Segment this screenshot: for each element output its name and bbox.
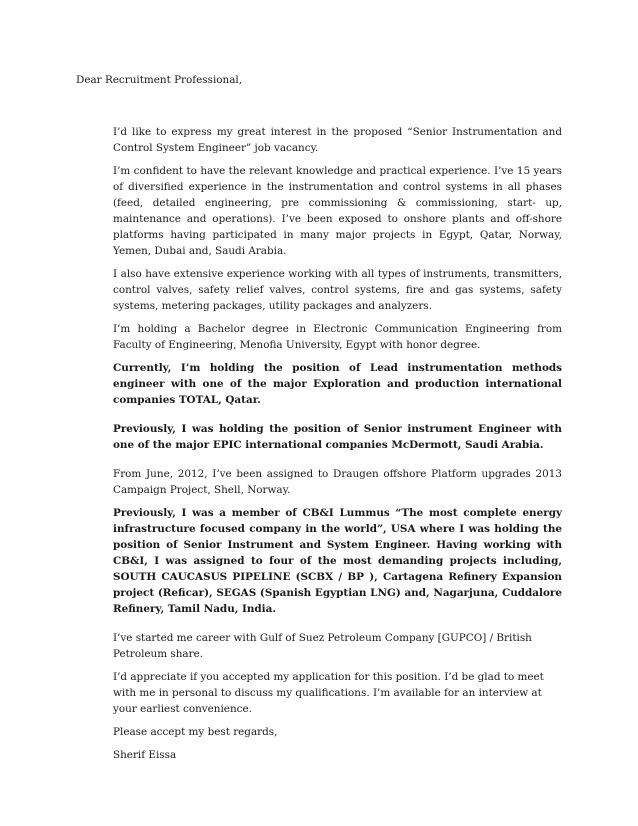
paragraph-previous-position: Previously, I was holding the position of Senior instrument Engineer with one of the major EPIC international companies McDermott, Saudi Arabia.	[113, 423, 562, 451]
letter-body	[113, 124, 562, 763]
salutation: Dear Recruitment Professional,	[76, 74, 243, 86]
paragraph-cbi-lummus: Previously, I was a member of CB&I Lummus “The most complete energy infrastructure focused company in the world”, USA where I was holding the position of Senior Instrument and System Engineer. Having working with CB&I, I was assigned to four of the most demanding projects including, SOUTH CAUCASUS PIPELINE (SCBX / BP ), Cartagena Refinery Expansion project (Reficar), SEGAS (Spanish Egyptian LNG) and, Nagarjuna, Cuddalore Refinery, Tamil Nadu, India.	[113, 507, 562, 615]
paragraph-instruments: I also have extensive experience working with all types of instruments, transmitters, control valves, safety relief valves, control systems, fire and gas systems, safety systems, metering packages, utility packages and analyzers.	[113, 268, 562, 312]
paragraph-interest: I’d like to express my great interest in the proposed “Senior Instrumentation and Control System Engineer” job vacancy.	[113, 126, 562, 154]
paragraph-education: I’m holding a Bachelor degree in Electronic Communication Engineering from Faculty of Engineering, Menofia University, Egypt with honor degree.	[113, 323, 562, 351]
closing: Please accept my best regards,	[113, 726, 278, 738]
signature: Sherif Eissa	[113, 749, 177, 761]
paragraph-draugen-project: From June, 2012, I’ve been assigned to Draugen offshore Platform upgrades 2013 Campaign Project, Shell, Norway.	[113, 468, 562, 496]
paragraph-appreciation: I’d appreciate if you accepted my application for this position. I’d be glad to meet with me in personal to discuss my qualifications. I’m available for an interview at your earliest convenience.	[113, 671, 544, 715]
paragraph-current-position: Currently, I’m holding the position of Lead instrumentation methods engineer with one of the major Exploration and production international companies TOTAL, Qatar.	[113, 362, 562, 406]
paragraph-career-start: I’ve started me career with Gulf of Suez Petroleum Company [GUPCO] / British Petroleum share.	[113, 632, 532, 660]
paragraph-experience: I’m confident to have the relevant knowledge and practical experience. I’ve 15 years of diversified experience in the instrumentation and control systems in all phases (feed, detailed engineering, pre commissioning & commissioning, start- up, maintenance and operations). I’ve been exposed to onshore plants and off-shore platforms having participated in many major projects in Egypt, Qatar, Norway, Yemen, Dubai and, Saudi Arabia.	[113, 165, 562, 257]
